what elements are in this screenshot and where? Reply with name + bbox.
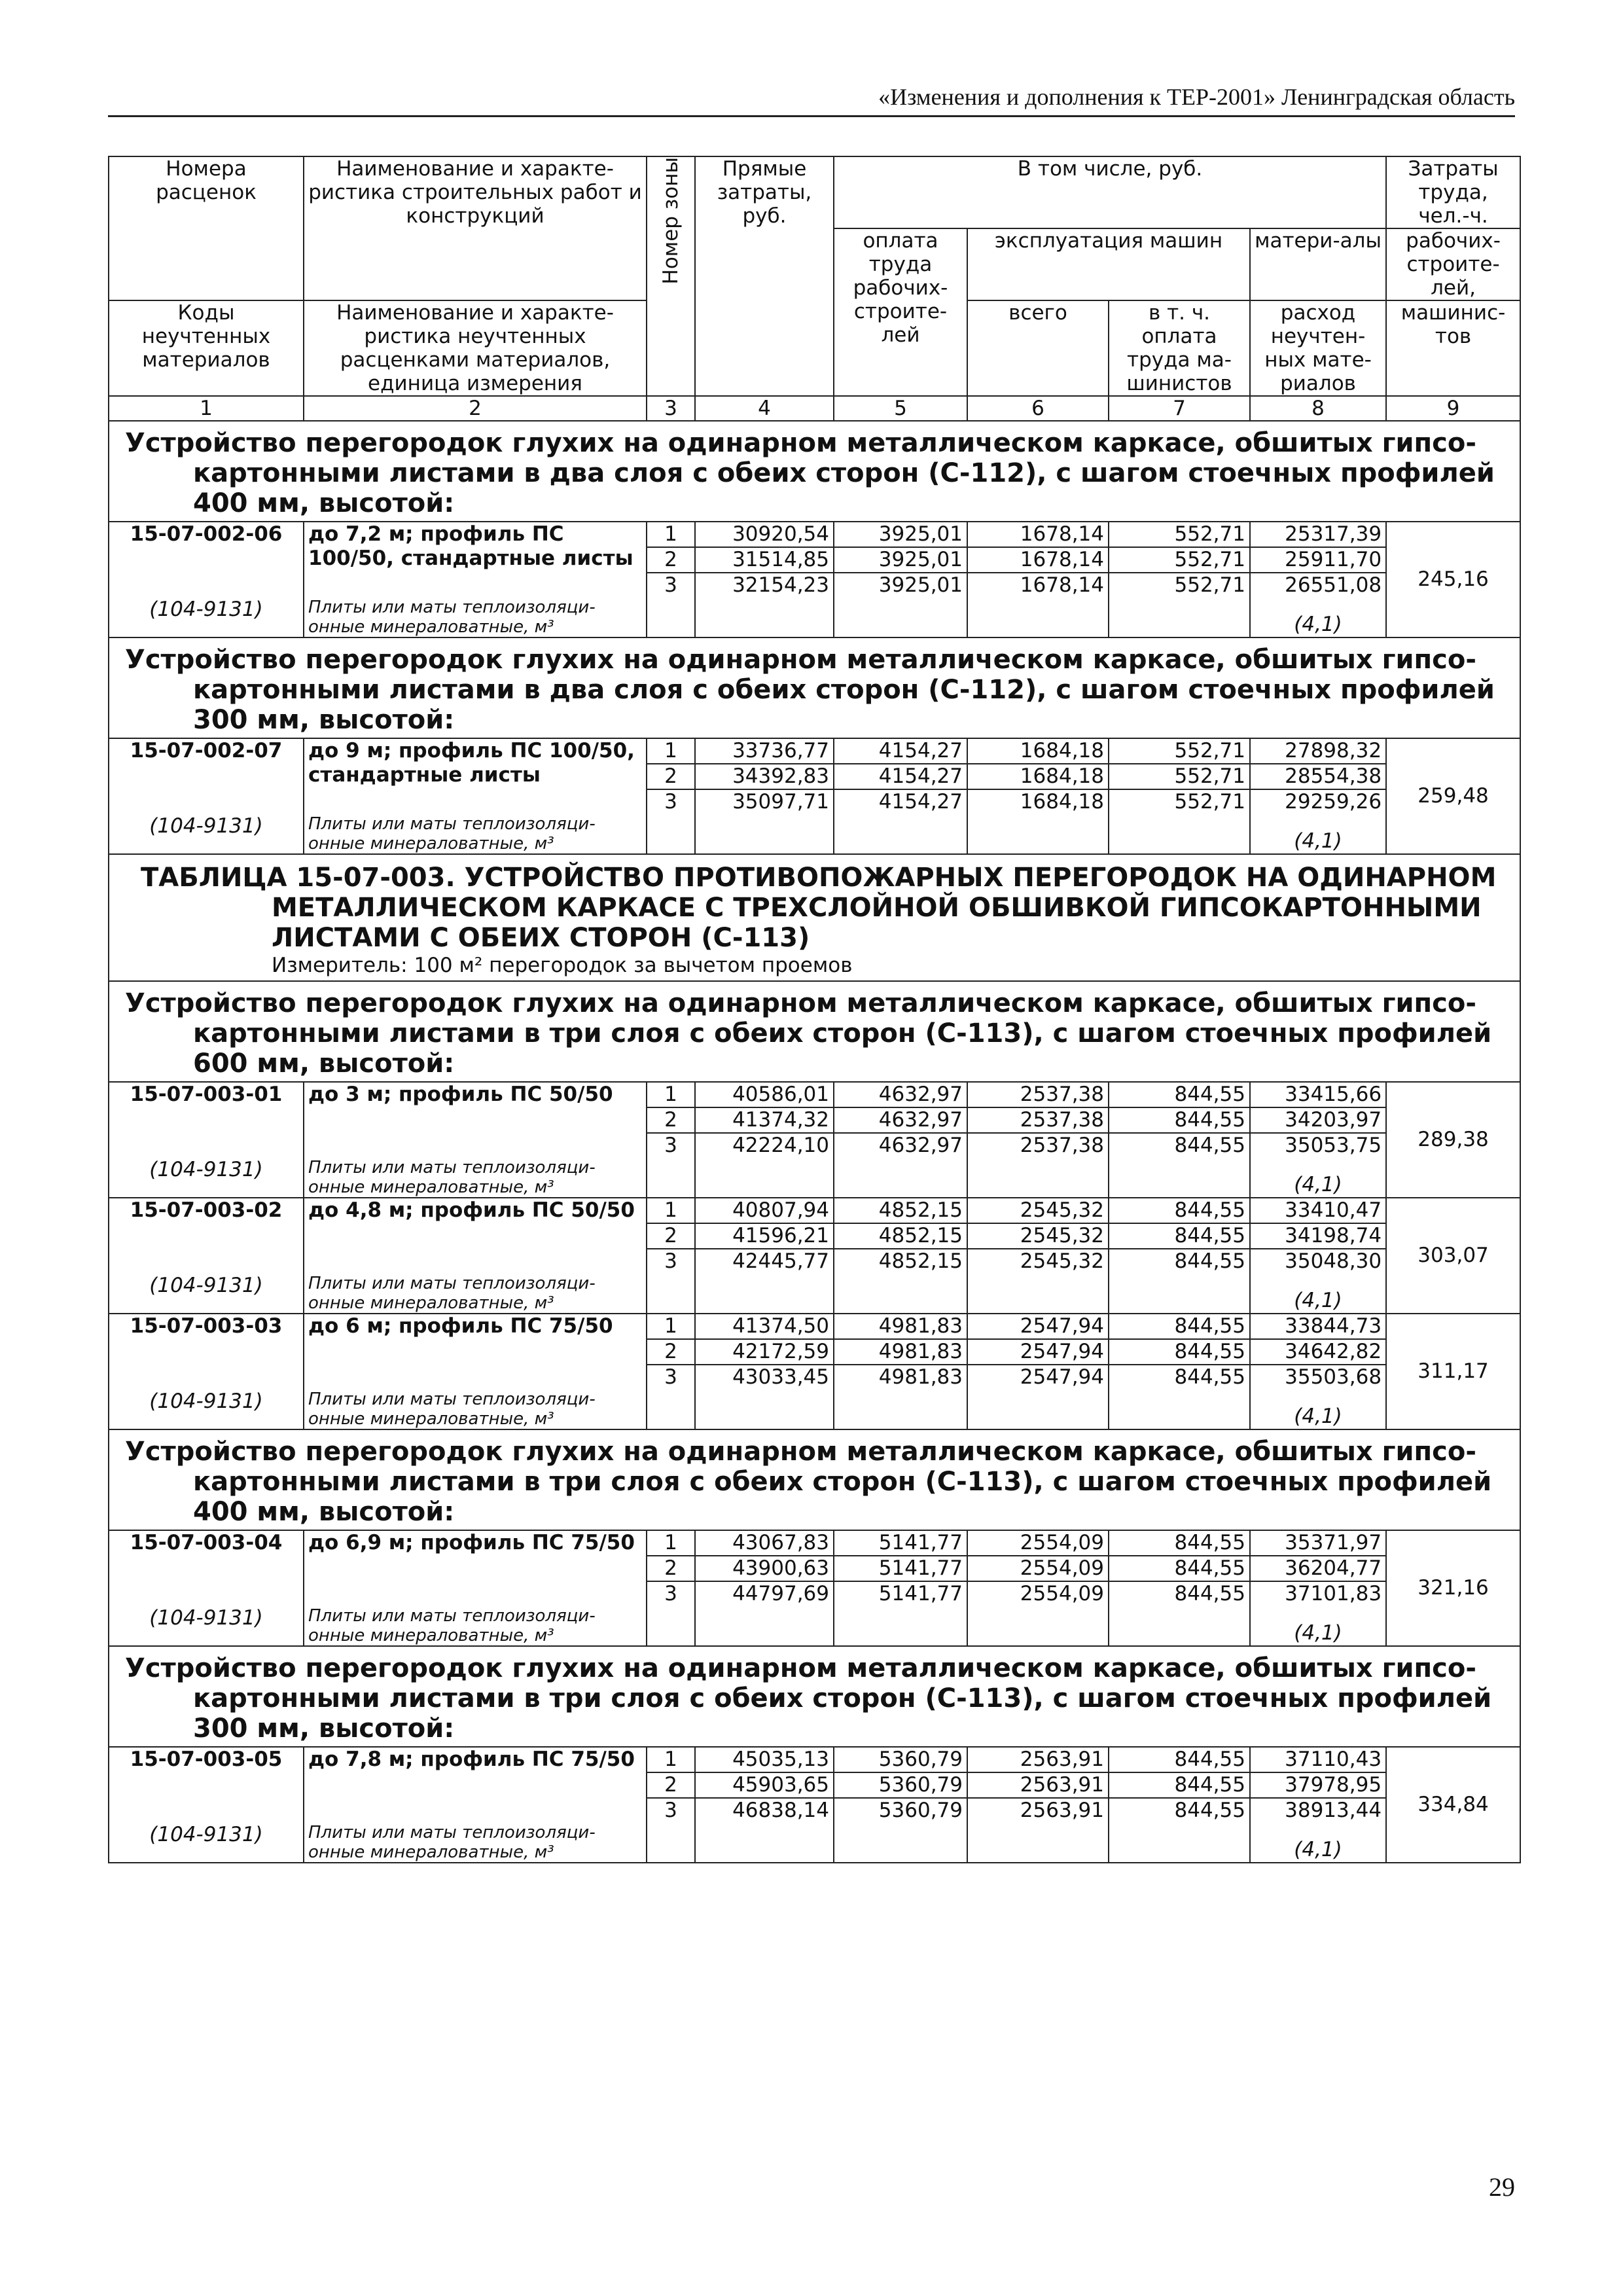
header-direct-costs: Прямые затраты, руб. [695,156,834,396]
section-heading: Устройство перегородок глухих на одинарном металлическом каркасе, обшитых гипсо-картонными листами в два слоя с обеих сторон (С-112), с шагом стоечных профилей 400 мм, высотой: [109,421,1520,522]
zone-number: 2 [647,1556,695,1581]
rate-work-name: до 7,8 м; профиль ПС 75/50 [304,1747,647,1823]
header-materials: матери-алы [1250,228,1386,300]
machine-cost: 2537,38 [967,1082,1109,1107]
col-number: 3 [647,396,695,421]
direct-cost: 42224,10 [695,1133,834,1158]
worker-pay: 5141,77 [834,1530,967,1556]
materials-cost: 36204,77 [1250,1556,1386,1581]
col-number: 7 [1109,396,1250,421]
running-header: «Изменения и дополнения к ТЕР-2001» Ленинградская область [108,84,1515,117]
material-code: (104-9131) [109,1274,304,1314]
direct-cost: 41596,21 [695,1223,834,1249]
machinist-pay: 844,55 [1109,1314,1250,1339]
empty-cell [647,814,695,854]
machinist-pay: 844,55 [1109,1365,1250,1390]
machine-cost: 2537,38 [967,1107,1109,1133]
zone-number: 2 [647,1223,695,1249]
empty-cell [1109,1274,1250,1314]
materials-cost: 29259,26 [1250,789,1386,814]
zone-number: 3 [647,1365,695,1390]
empty-cell [967,1390,1109,1429]
machine-cost: 1678,14 [967,547,1109,573]
header-zone-label: Номер зоны [659,157,683,285]
worker-pay: 4981,83 [834,1365,967,1390]
table-title-row [109,854,1520,981]
header-unaccounted-name: Наименование и характе-ристика неучтенных расценками материалов, единица измерения [304,300,647,396]
col-number: 9 [1386,396,1520,421]
machine-cost: 1684,18 [967,764,1109,789]
header-worker-pay: оплата труда рабочих-строите-лей [834,228,967,396]
worker-pay: 3925,01 [834,573,967,598]
direct-cost: 40807,94 [695,1198,834,1223]
machinist-pay: 844,55 [1109,1223,1250,1249]
material-name: Плиты или маты теплоизоляци-онные минераловатные, м³ [304,814,647,854]
materials-cost: 34203,97 [1250,1107,1386,1133]
materials-cost: 27898,32 [1250,738,1386,764]
materials-cost: 33410,47 [1250,1198,1386,1223]
rate-code: 15-07-003-03 [109,1314,304,1390]
header-zone [647,156,695,396]
material-row [109,598,1520,637]
material-row [109,814,1520,854]
empty-cell [695,598,834,637]
empty-cell [967,1606,1109,1646]
worker-pay: 4852,15 [834,1223,967,1249]
worker-pay: 3925,01 [834,522,967,547]
empty-cell [695,1390,834,1429]
rate-work-name: до 9 м; профиль ПС 100/50, стандартные листы [304,738,647,814]
material-code: (104-9131) [109,1823,304,1863]
material-quantity: (4,1) [1250,1606,1386,1646]
labor-workers: 311,17 [1386,1314,1520,1429]
machine-cost: 2547,94 [967,1339,1109,1365]
direct-cost: 41374,32 [695,1107,834,1133]
header-unaccounted-consumption: расход неучтен-ных мате-риалов [1250,300,1386,396]
empty-cell [834,1823,967,1863]
materials-cost: 35371,97 [1250,1530,1386,1556]
materials-cost: 37110,43 [1250,1747,1386,1772]
direct-cost: 42445,77 [695,1249,834,1274]
header-incl-machinist-pay: в т. ч. оплата труда ма-шинистов [1109,300,1250,396]
rates-table [108,156,1521,1863]
machine-cost: 2537,38 [967,1133,1109,1158]
rate-row [109,522,1520,547]
materials-cost: 33415,66 [1250,1082,1386,1107]
material-code: (104-9131) [109,1606,304,1646]
section-row [109,1429,1520,1530]
machinist-pay: 844,55 [1109,1772,1250,1798]
rate-row [109,1198,1520,1223]
empty-cell [695,814,834,854]
machinist-pay: 844,55 [1109,1133,1250,1158]
zone-number: 1 [647,1198,695,1223]
worker-pay: 4154,27 [834,738,967,764]
zone-number: 1 [647,522,695,547]
direct-cost: 40586,01 [695,1082,834,1107]
machinist-pay: 844,55 [1109,1082,1250,1107]
material-name: Плиты или маты теплоизоляци-онные минераловатные, м³ [304,1390,647,1429]
worker-pay: 5360,79 [834,1798,967,1823]
empty-cell [967,1158,1109,1198]
empty-cell [695,1274,834,1314]
table-title-text: ТАБЛИЦА 15-07-003. УСТРОЙСТВО ПРОТИВОПОЖАРНЫХ ПЕРЕГОРОДОК НА ОДИНАРНОМ МЕТАЛЛИЧЕСКОМ КАРКАСЕ С ТРЕХСЛОЙНОЙ ОБШИВКОЙ ГИПСОКАРТОННЫМИ ЛИСТАМИ С ОБЕИХ СТОРОН (С-113) [141,863,1497,953]
material-row [109,1158,1520,1198]
material-row [109,1274,1520,1314]
machinist-pay: 552,71 [1109,764,1250,789]
zone-number: 1 [647,1530,695,1556]
labor-workers: 334,84 [1386,1747,1520,1863]
rate-code: 15-07-002-07 [109,738,304,814]
zone-number: 1 [647,1314,695,1339]
header-machine-use: эксплуатация машин [967,228,1250,300]
material-quantity: (4,1) [1250,814,1386,854]
material-quantity: (4,1) [1250,1823,1386,1863]
header-machinists: машинис-тов [1386,300,1520,396]
worker-pay: 5141,77 [834,1581,967,1606]
rate-row [109,1082,1520,1107]
machine-cost: 1684,18 [967,738,1109,764]
col-number: 6 [967,396,1109,421]
machine-cost: 2545,32 [967,1249,1109,1274]
empty-cell [834,1390,967,1429]
col-number: 5 [834,396,967,421]
zone-number: 2 [647,1772,695,1798]
zone-number: 3 [647,1798,695,1823]
materials-cost: 34198,74 [1250,1223,1386,1249]
labor-workers: 303,07 [1386,1198,1520,1314]
material-row [109,1390,1520,1429]
rate-work-name: до 7,2 м; профиль ПС 100/50, стандартные листы [304,522,647,598]
direct-cost: 43067,83 [695,1530,834,1556]
worker-pay: 5360,79 [834,1772,967,1798]
worker-pay: 4852,15 [834,1198,967,1223]
zone-number: 1 [647,1082,695,1107]
empty-cell [647,1606,695,1646]
worker-pay: 3925,01 [834,547,967,573]
rate-work-name: до 3 м; профиль ПС 50/50 [304,1082,647,1158]
rate-work-name: до 6,9 м; профиль ПС 75/50 [304,1530,647,1606]
rate-row [109,738,1520,764]
worker-pay: 4981,83 [834,1339,967,1365]
machinist-pay: 552,71 [1109,522,1250,547]
rate-work-name: до 4,8 м; профиль ПС 50/50 [304,1198,647,1274]
empty-cell [967,598,1109,637]
materials-cost: 38913,44 [1250,1798,1386,1823]
machinist-pay: 844,55 [1109,1747,1250,1772]
direct-cost: 44797,69 [695,1581,834,1606]
machinist-pay: 552,71 [1109,789,1250,814]
empty-cell [967,1274,1109,1314]
col-number: 4 [695,396,834,421]
empty-cell [967,1823,1109,1863]
materials-cost: 28554,38 [1250,764,1386,789]
material-row [109,1606,1520,1646]
header-rate-numbers: Номера расценок [109,156,304,300]
machinist-pay: 844,55 [1109,1530,1250,1556]
machine-cost: 2554,09 [967,1581,1109,1606]
labor-workers: 245,16 [1386,522,1520,637]
empty-cell [695,1823,834,1863]
direct-cost: 31514,85 [695,547,834,573]
header-labor-costs: Затраты труда, чел.-ч. [1386,156,1520,228]
materials-cost: 34642,82 [1250,1339,1386,1365]
zone-number: 1 [647,1747,695,1772]
direct-cost: 43900,63 [695,1556,834,1581]
material-code: (104-9131) [109,814,304,854]
empty-cell [647,1823,695,1863]
empty-cell [647,1274,695,1314]
section-row [109,637,1520,738]
material-name: Плиты или маты теплоизоляци-онные минераловатные, м³ [304,1823,647,1863]
empty-cell [1109,1606,1250,1646]
worker-pay: 4154,27 [834,789,967,814]
empty-cell [1109,598,1250,637]
empty-cell [834,1274,967,1314]
worker-pay: 4981,83 [834,1314,967,1339]
material-quantity: (4,1) [1250,1158,1386,1198]
machine-cost: 2563,91 [967,1772,1109,1798]
worker-pay: 4852,15 [834,1249,967,1274]
direct-cost: 32154,23 [695,573,834,598]
machinist-pay: 844,55 [1109,1249,1250,1274]
col-number: 1 [109,396,304,421]
rate-code: 15-07-003-01 [109,1082,304,1158]
col-number: 8 [1250,396,1386,421]
zone-number: 3 [647,1581,695,1606]
direct-cost: 45035,13 [695,1747,834,1772]
material-code: (104-9131) [109,1390,304,1429]
empty-cell [647,598,695,637]
direct-cost: 41374,50 [695,1314,834,1339]
direct-cost: 35097,71 [695,789,834,814]
material-name: Плиты или маты теплоизоляци-онные минераловатные, м³ [304,598,647,637]
materials-cost: 25911,70 [1250,547,1386,573]
empty-cell [834,1158,967,1198]
direct-cost: 43033,45 [695,1365,834,1390]
empty-cell [834,1606,967,1646]
materials-cost: 33844,73 [1250,1314,1386,1339]
zone-number: 2 [647,764,695,789]
direct-cost: 42172,59 [695,1339,834,1365]
material-name: Плиты или маты теплоизоляци-онные минераловатные, м³ [304,1274,647,1314]
rate-code: 15-07-002-06 [109,522,304,598]
zone-number: 2 [647,547,695,573]
header-work-name: Наименование и характе-ристика строительных работ и конструкций [304,156,647,300]
machinist-pay: 844,55 [1109,1581,1250,1606]
worker-pay: 4632,97 [834,1133,967,1158]
materials-cost: 37978,95 [1250,1772,1386,1798]
zone-number: 3 [647,573,695,598]
rate-code: 15-07-003-02 [109,1198,304,1274]
machine-cost: 2554,09 [967,1530,1109,1556]
page-number: 29 [1489,2172,1515,2202]
machine-cost: 2547,94 [967,1365,1109,1390]
rate-row [109,1530,1520,1556]
table-measure: Измеритель: 100 м² перегородок за вычетом проемов [272,954,853,977]
labor-workers: 289,38 [1386,1082,1520,1198]
machine-cost: 2554,09 [967,1556,1109,1581]
section-heading: Устройство перегородок глухих на одинарном металлическом каркасе, обшитых гипсо-картонными листами в три слоя с обеих сторон (С-113), с шагом стоечных профилей 600 мм, высотой: [109,981,1520,1082]
zone-number: 3 [647,789,695,814]
empty-cell [1109,1158,1250,1198]
empty-cell [967,814,1109,854]
empty-cell [647,1158,695,1198]
material-name: Плиты или маты теплоизоляци-онные минераловатные, м³ [304,1606,647,1646]
material-name: Плиты или маты теплоизоляци-онные минераловатные, м³ [304,1158,647,1198]
zone-number: 2 [647,1339,695,1365]
column-numbers-row [109,396,1520,421]
empty-cell [695,1606,834,1646]
machinist-pay: 844,55 [1109,1198,1250,1223]
machinist-pay: 552,71 [1109,547,1250,573]
machine-cost: 2563,91 [967,1798,1109,1823]
material-code: (104-9131) [109,1158,304,1198]
worker-pay: 4154,27 [834,764,967,789]
empty-cell [834,814,967,854]
material-quantity: (4,1) [1250,1390,1386,1429]
empty-cell [1109,814,1250,854]
rate-row [109,1747,1520,1772]
header-unaccounted-codes: Коды неучтенных материалов [109,300,304,396]
worker-pay: 4632,97 [834,1082,967,1107]
material-quantity: (4,1) [1250,1274,1386,1314]
machine-cost: 1678,14 [967,522,1109,547]
materials-cost: 35048,30 [1250,1249,1386,1274]
machinist-pay: 844,55 [1109,1556,1250,1581]
machinist-pay: 552,71 [1109,573,1250,598]
labor-workers: 259,48 [1386,738,1520,854]
machine-cost: 2545,32 [967,1198,1109,1223]
worker-pay: 5141,77 [834,1556,967,1581]
machine-cost: 2563,91 [967,1747,1109,1772]
machinist-pay: 844,55 [1109,1107,1250,1133]
rate-code: 15-07-003-05 [109,1747,304,1823]
material-quantity: (4,1) [1250,598,1386,637]
empty-cell [695,1158,834,1198]
direct-cost: 34392,83 [695,764,834,789]
machine-cost: 1678,14 [967,573,1109,598]
direct-cost: 33736,77 [695,738,834,764]
section-row [109,1646,1520,1747]
header-including: В том числе, руб. [834,156,1386,228]
machine-cost: 2547,94 [967,1314,1109,1339]
empty-cell [647,1390,695,1429]
section-row [109,421,1520,522]
direct-cost: 30920,54 [695,522,834,547]
materials-cost: 37101,83 [1250,1581,1386,1606]
material-row [109,1823,1520,1863]
labor-workers: 321,16 [1386,1530,1520,1646]
materials-cost: 35503,68 [1250,1365,1386,1390]
rate-code: 15-07-003-04 [109,1530,304,1606]
section-heading: Устройство перегородок глухих на одинарном металлическом каркасе, обшитых гипсо-картонными листами в два слоя с обеих сторон (С-112), с шагом стоечных профилей 300 мм, высотой: [109,637,1520,738]
machine-cost: 1684,18 [967,789,1109,814]
worker-pay: 5360,79 [834,1747,967,1772]
direct-cost: 46838,14 [695,1798,834,1823]
machine-cost: 2545,32 [967,1223,1109,1249]
empty-cell [1109,1823,1250,1863]
zone-number: 3 [647,1133,695,1158]
machinist-pay: 844,55 [1109,1339,1250,1365]
section-row [109,981,1520,1082]
materials-cost: 25317,39 [1250,522,1386,547]
zone-number: 3 [647,1249,695,1274]
header-workers: рабочих-строите-лей, [1386,228,1520,300]
zone-number: 2 [647,1107,695,1133]
header-total: всего [967,300,1109,396]
machinist-pay: 844,55 [1109,1798,1250,1823]
materials-cost: 35053,75 [1250,1133,1386,1158]
direct-cost: 45903,65 [695,1772,834,1798]
section-heading: Устройство перегородок глухих на одинарном металлическом каркасе, обшитых гипсо-картонными листами в три слоя с обеих сторон (С-113), с шагом стоечных профилей 400 мм, высотой: [109,1429,1520,1530]
material-code: (104-9131) [109,598,304,637]
materials-cost: 26551,08 [1250,573,1386,598]
empty-cell [1109,1390,1250,1429]
rate-row [109,1314,1520,1339]
table-title [109,854,1520,981]
worker-pay: 4632,97 [834,1107,967,1133]
rate-work-name: до 6 м; профиль ПС 75/50 [304,1314,647,1390]
zone-number: 1 [647,738,695,764]
empty-cell [834,598,967,637]
col-number: 2 [304,396,647,421]
machinist-pay: 552,71 [1109,738,1250,764]
section-heading: Устройство перегородок глухих на одинарном металлическом каркасе, обшитых гипсо-картонными листами в три слоя с обеих сторон (С-113), с шагом стоечных профилей 300 мм, высотой: [109,1646,1520,1747]
